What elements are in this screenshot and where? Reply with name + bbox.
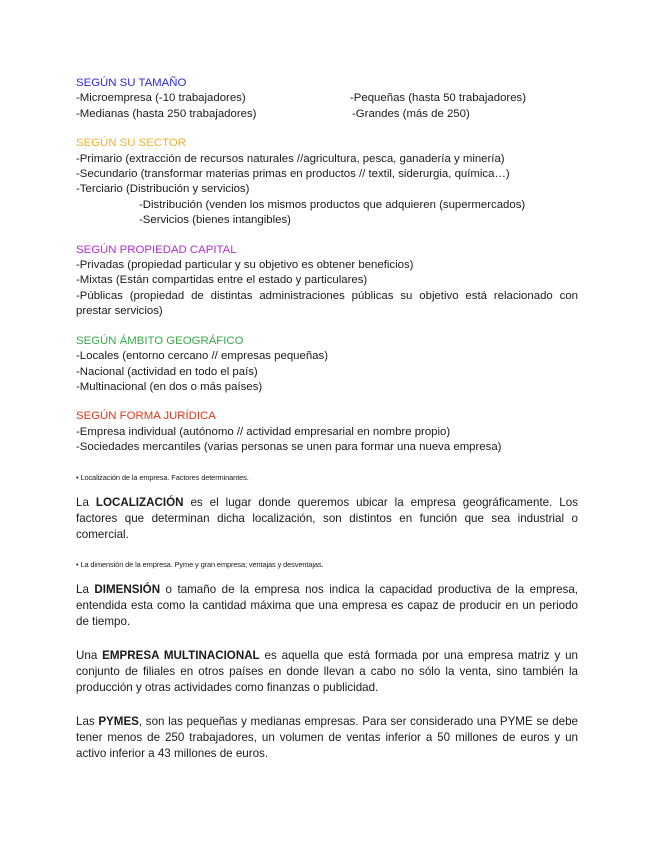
location-pre: La [76, 495, 96, 509]
section-title-size: SEGÚN SU TAMAÑO [76, 77, 187, 89]
sector-subitem-distribution: -Distribución (venden los mismos productos que adquieren (supermercados) [139, 198, 526, 211]
scope-item-local: -Locales (entorno cercano // empresas pequeñas) [76, 350, 329, 363]
size-item-large: -Grandes (más de 250) [352, 107, 470, 120]
dimension-paragraph [76, 582, 578, 630]
document-page [76, 76, 578, 762]
size-item-small: -Pequeñas (hasta 50 trabajadores) [350, 92, 527, 105]
sector-item-secondary: -Secundario (transformar materias primas en productos // textil, siderurgia, química…) [76, 168, 510, 181]
size-row-1 [76, 91, 578, 106]
section-title-legal: SEGÚN FORMA JURÍDICA [76, 410, 216, 423]
dimension-post: o tamaño de la empresa nos indica la capacidad productiva de la empresa, entendida esta como la cantidad máxima que una empresa es capaz de producir en un periodo de tiempo. [76, 582, 578, 628]
property-item-private: -Privadas (propiedad particular y su objetivo es obtener beneficios) [76, 259, 414, 272]
section-legal [76, 409, 578, 455]
legal-item-individual: -Empresa individual (autónomo // actividad empresarial en nombre propio) [76, 425, 451, 438]
property-item-public: -Públicas (propiedad de distintas administraciones públicas su objetivo está relacionado con prestar servicios) [76, 289, 578, 318]
pymes-pre: Las [76, 714, 99, 728]
dimension-pre: La [76, 582, 95, 596]
location-keyword: LOCALIZACIÓN [95, 495, 184, 509]
location-paragraph [76, 495, 578, 543]
scope-item-national: -Nacional (actividad en todo el país) [76, 365, 258, 378]
size-item-micro: -Microempresa (-10 trabajadores) [76, 92, 246, 105]
scope-item-multinational: -Multinacional (en dos o más países) [76, 380, 263, 393]
section-sector [76, 136, 578, 228]
pymes-paragraph [76, 714, 578, 762]
size-item-medium: -Medianas (hasta 250 trabajadores) [76, 107, 257, 120]
sector-item-primary: -Primario (extracción de recursos naturales //agricultura, pesca, ganadería y minería) [76, 152, 505, 165]
multinational-keyword: EMPRESA MULTINACIONAL [102, 648, 260, 662]
pymes-keyword: PYMES [98, 714, 139, 728]
property-item-mixed: -Mixtas (Están compartidas entre el estado y particulares) [76, 274, 368, 287]
size-row-2 [76, 107, 578, 122]
legal-item-companies: -Sociedades mercantiles (varias personas se unen para formar una nueva empresa) [76, 441, 502, 454]
pymes-post: , son las pequeñas y medianas empresas. Para ser considerado una PYME se debe tener menos de 250 trabajadores, un volumen de ventas inferior a 50 millones de euros y un activo inferior a 43 millones de euros. [76, 714, 578, 760]
section-size [76, 76, 578, 122]
sector-subitem-services: -Servicios (bienes intangibles) [139, 214, 291, 227]
section-title-property: SEGÚN PROPIEDAD CAPITAL [76, 243, 237, 256]
section-scope [76, 334, 578, 396]
dimension-keyword: DIMENSIÓN [94, 582, 161, 596]
multinational-paragraph [76, 648, 578, 696]
multinational-pre: Una [76, 648, 103, 662]
section-title-scope: SEGÚN ÁMBITO GEOGRÁFICO [76, 334, 244, 347]
dimension-heading: • La dimensión de la empresa. Pyme y gran empresa; ventajas y desventajas. [76, 559, 324, 569]
location-post: es el lugar donde queremos ubicar la empresa geográficamente. Los factores que determinan dicha localización, son distintos en función que sea industrial o comercial. [76, 495, 578, 541]
sector-item-tertiary: -Terciario (Distribución y servicios) [76, 183, 250, 196]
section-title-sector: SEGÚN SU SECTOR [76, 137, 186, 150]
section-property [76, 243, 578, 320]
multinational-post: es aquella que está formada por una empresa matriz y un conjunto de filiales en otros países en donde llevan a cabo no sólo la venta, sino también la producción y otras actividades como finanzas o publicidad. [76, 648, 578, 694]
location-heading: • Localización de la empresa. Factores determinantes. [76, 472, 249, 482]
